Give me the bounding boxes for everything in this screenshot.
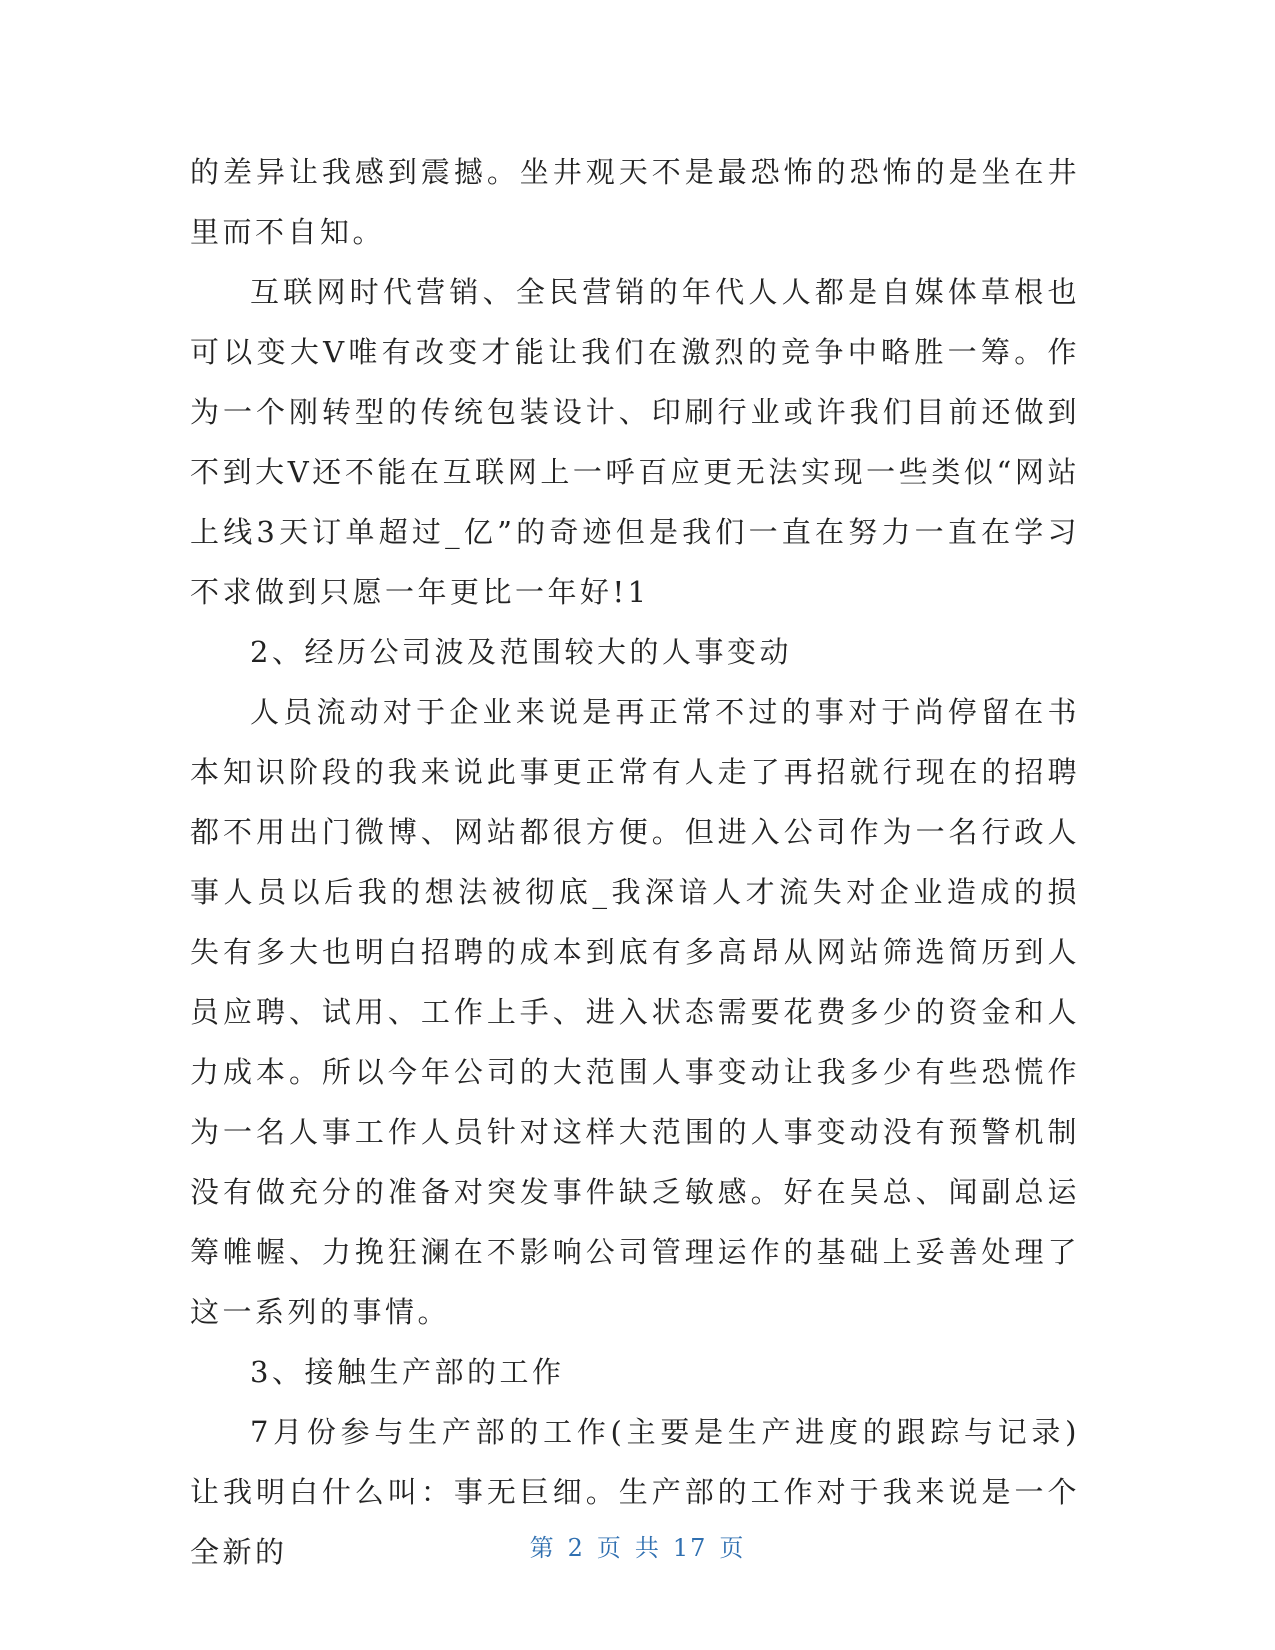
footer-total-label: 共 — [634, 1534, 661, 1562]
footer-page-number: 2 — [567, 1534, 585, 1562]
section-heading-3: 3、接触生产部的工作 — [250, 1355, 565, 1389]
footer-total-pages: 17 — [672, 1534, 708, 1562]
paragraph-1: 的差异让我感到震撼。坐井观天不是最恐怖的恐怖的是坐在井里而不自知。 — [190, 155, 1080, 249]
footer-total-suffix: 页 — [719, 1534, 746, 1562]
page-footer — [0, 1528, 1275, 1563]
paragraph-2: 互联网时代营销、全民营销的年代人人都是自媒体草根也可以变大V唯有改变才能让我们在激烈的竞争中略胜一筹。作为一个刚转型的传统包装设计、印刷行业或许我们目前还做到不到大V还不能在互联网上一呼百应更无法实现一些类似“网站上线3天订单超过_亿”的奇迹但是我们一直在努力一直在学习不求做到只愿一年更比一年好!1 — [190, 275, 1080, 609]
section-heading-2: 2、经历公司波及范围较大的人事变动 — [250, 635, 792, 669]
paragraph-3: 人员流动对于企业来说是再正常不过的事对于尚停留在书本知识阶段的我来说此事更正常有人走了再招就行现在的招聘都不用出门微博、网站都很方便。但进入公司作为一名行政人事人员以后我的想法被彻底_我深谙人才流失对企业造成的损失有多大也明白招聘的成本到底有多高昂从网站筛选简历到人员应聘、试用、工作上手、进入状态需要花费多少的资金和人力成本。所以今年公司的大范围人事变动让我多少有些恐慌作为一名人事工作人员针对这样大范围的人事变动没有预警机制没有做充分的准备对突发事件缺乏敏感。好在吴总、闻副总运筹帷幄、力挽狂澜在不影响公司管理运作的基础上妥善处理了这一系列的事情。 — [190, 695, 1080, 1329]
paragraph-4: 7月份参与生产部的工作(主要是生产进度的跟踪与记录)让我明白什么叫：事无巨细。生产部的工作对于我来说是一个全新的 — [190, 1415, 1080, 1569]
footer-page-label: 第 — [529, 1534, 556, 1562]
footer-page-suffix: 页 — [596, 1534, 623, 1562]
document-body — [190, 142, 1080, 1582]
